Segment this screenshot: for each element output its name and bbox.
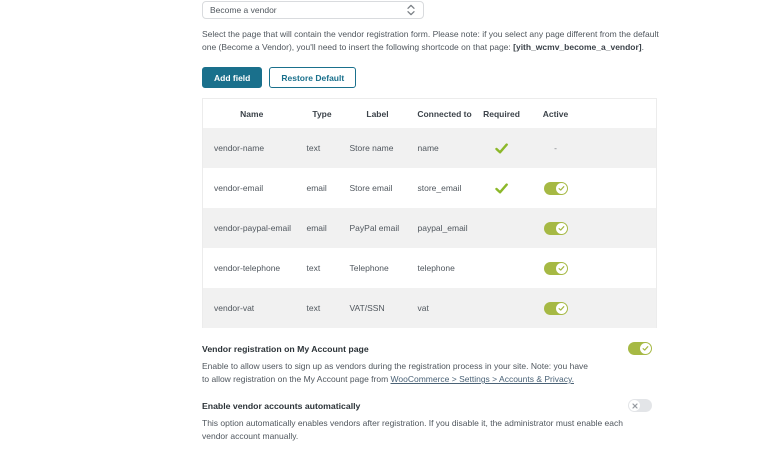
field-connected-cell: vat [417, 303, 429, 313]
header-name: Name [240, 108, 264, 119]
field-connected-cell: name [417, 143, 439, 153]
required-cell [478, 288, 526, 328]
active-cell [526, 168, 586, 208]
field-connected-cell: paypal_email [417, 223, 468, 233]
required-cell [478, 128, 526, 168]
field-type-cell: email [306, 223, 327, 233]
active-cell [526, 288, 586, 328]
shortcode-text: [yith_wcmv_become_a_vendor] [513, 42, 642, 52]
table-row [203, 248, 657, 288]
table-row [203, 288, 657, 328]
restore-default-button[interactable]: Restore Default [269, 67, 356, 88]
table-header-row [203, 99, 657, 129]
required-check-icon [495, 183, 508, 194]
table-row [203, 208, 657, 248]
header-required: Required [483, 108, 520, 119]
header-label: Label [366, 108, 389, 119]
toolbar [202, 67, 672, 88]
intro-description [202, 28, 667, 54]
field-type-cell: text [306, 303, 321, 313]
section-description [202, 360, 594, 386]
page-select[interactable] [202, 1, 424, 19]
field-type-cell: email [306, 183, 327, 193]
required-cell [478, 248, 526, 288]
vendor-registration-toggle[interactable] [628, 342, 652, 355]
fields-table [202, 98, 657, 328]
field-name-cell: vendor-name [214, 143, 265, 153]
active-toggle[interactable] [544, 222, 568, 235]
field-name-cell: vendor-vat [214, 303, 255, 313]
intro-suffix: . [641, 42, 645, 52]
section-description-text: This option automatically enables vendors after registration. If you disable it, the administrator must enable each vendor account manually. [202, 418, 623, 441]
required-check-icon [495, 143, 508, 154]
field-label-cell: Telephone [349, 263, 389, 273]
active-toggle[interactable] [544, 182, 568, 195]
page-select-value: Become a vendor [210, 5, 277, 15]
field-type-cell: text [306, 143, 321, 153]
section-enable-vendor-accounts [202, 399, 657, 443]
active-toggle[interactable] [544, 302, 568, 315]
table-row [203, 168, 657, 208]
add-field-button[interactable]: Add field [202, 67, 262, 88]
required-cell [478, 168, 526, 208]
active-cell [526, 208, 586, 248]
header-type: Type [312, 108, 332, 119]
table-row [203, 128, 657, 168]
enable-vendor-accounts-toggle[interactable] [628, 399, 652, 412]
field-name-cell: vendor-email [214, 183, 264, 193]
field-connected-cell: store_email [417, 183, 462, 193]
active-cell [526, 128, 586, 168]
field-name-cell: vendor-paypal-email [214, 223, 292, 233]
field-connected-cell: telephone [417, 263, 455, 273]
section-title: Enable vendor accounts automatically [202, 400, 361, 411]
woocommerce-settings-link[interactable]: WooCommerce > Settings > Accounts & Privacy. [390, 374, 574, 384]
intro-text: Select the page that will contain the vendor registration form. Please note: if you select any page different from the default one (Become a Vendor), you'll need to insert the following shortcode on that page: [202, 29, 659, 52]
required-cell [478, 208, 526, 248]
field-label-cell: VAT/SSN [349, 303, 385, 313]
header-active: Active [542, 108, 569, 119]
field-label-cell: Store email [349, 183, 393, 193]
field-label-cell: Store name [349, 143, 394, 153]
section-description [202, 417, 632, 443]
active-cell [526, 248, 586, 288]
field-label-cell: PayPal email [349, 223, 400, 233]
chevron-up-down-icon [406, 3, 416, 17]
section-description-text: Enable to allow users to sign up as vendors during the registration process in your site. Note: you have to allow registration on the My Account page from [202, 361, 589, 384]
active-dash: - [554, 143, 557, 153]
settings-content [202, 0, 672, 443]
section-vendor-registration [202, 342, 657, 386]
field-name-cell: vendor-telephone [214, 263, 281, 273]
section-title: Vendor registration on My Account page [202, 343, 369, 354]
header-connected-to: Connected to [417, 108, 472, 119]
active-toggle[interactable] [544, 262, 568, 275]
field-type-cell: text [306, 263, 321, 273]
